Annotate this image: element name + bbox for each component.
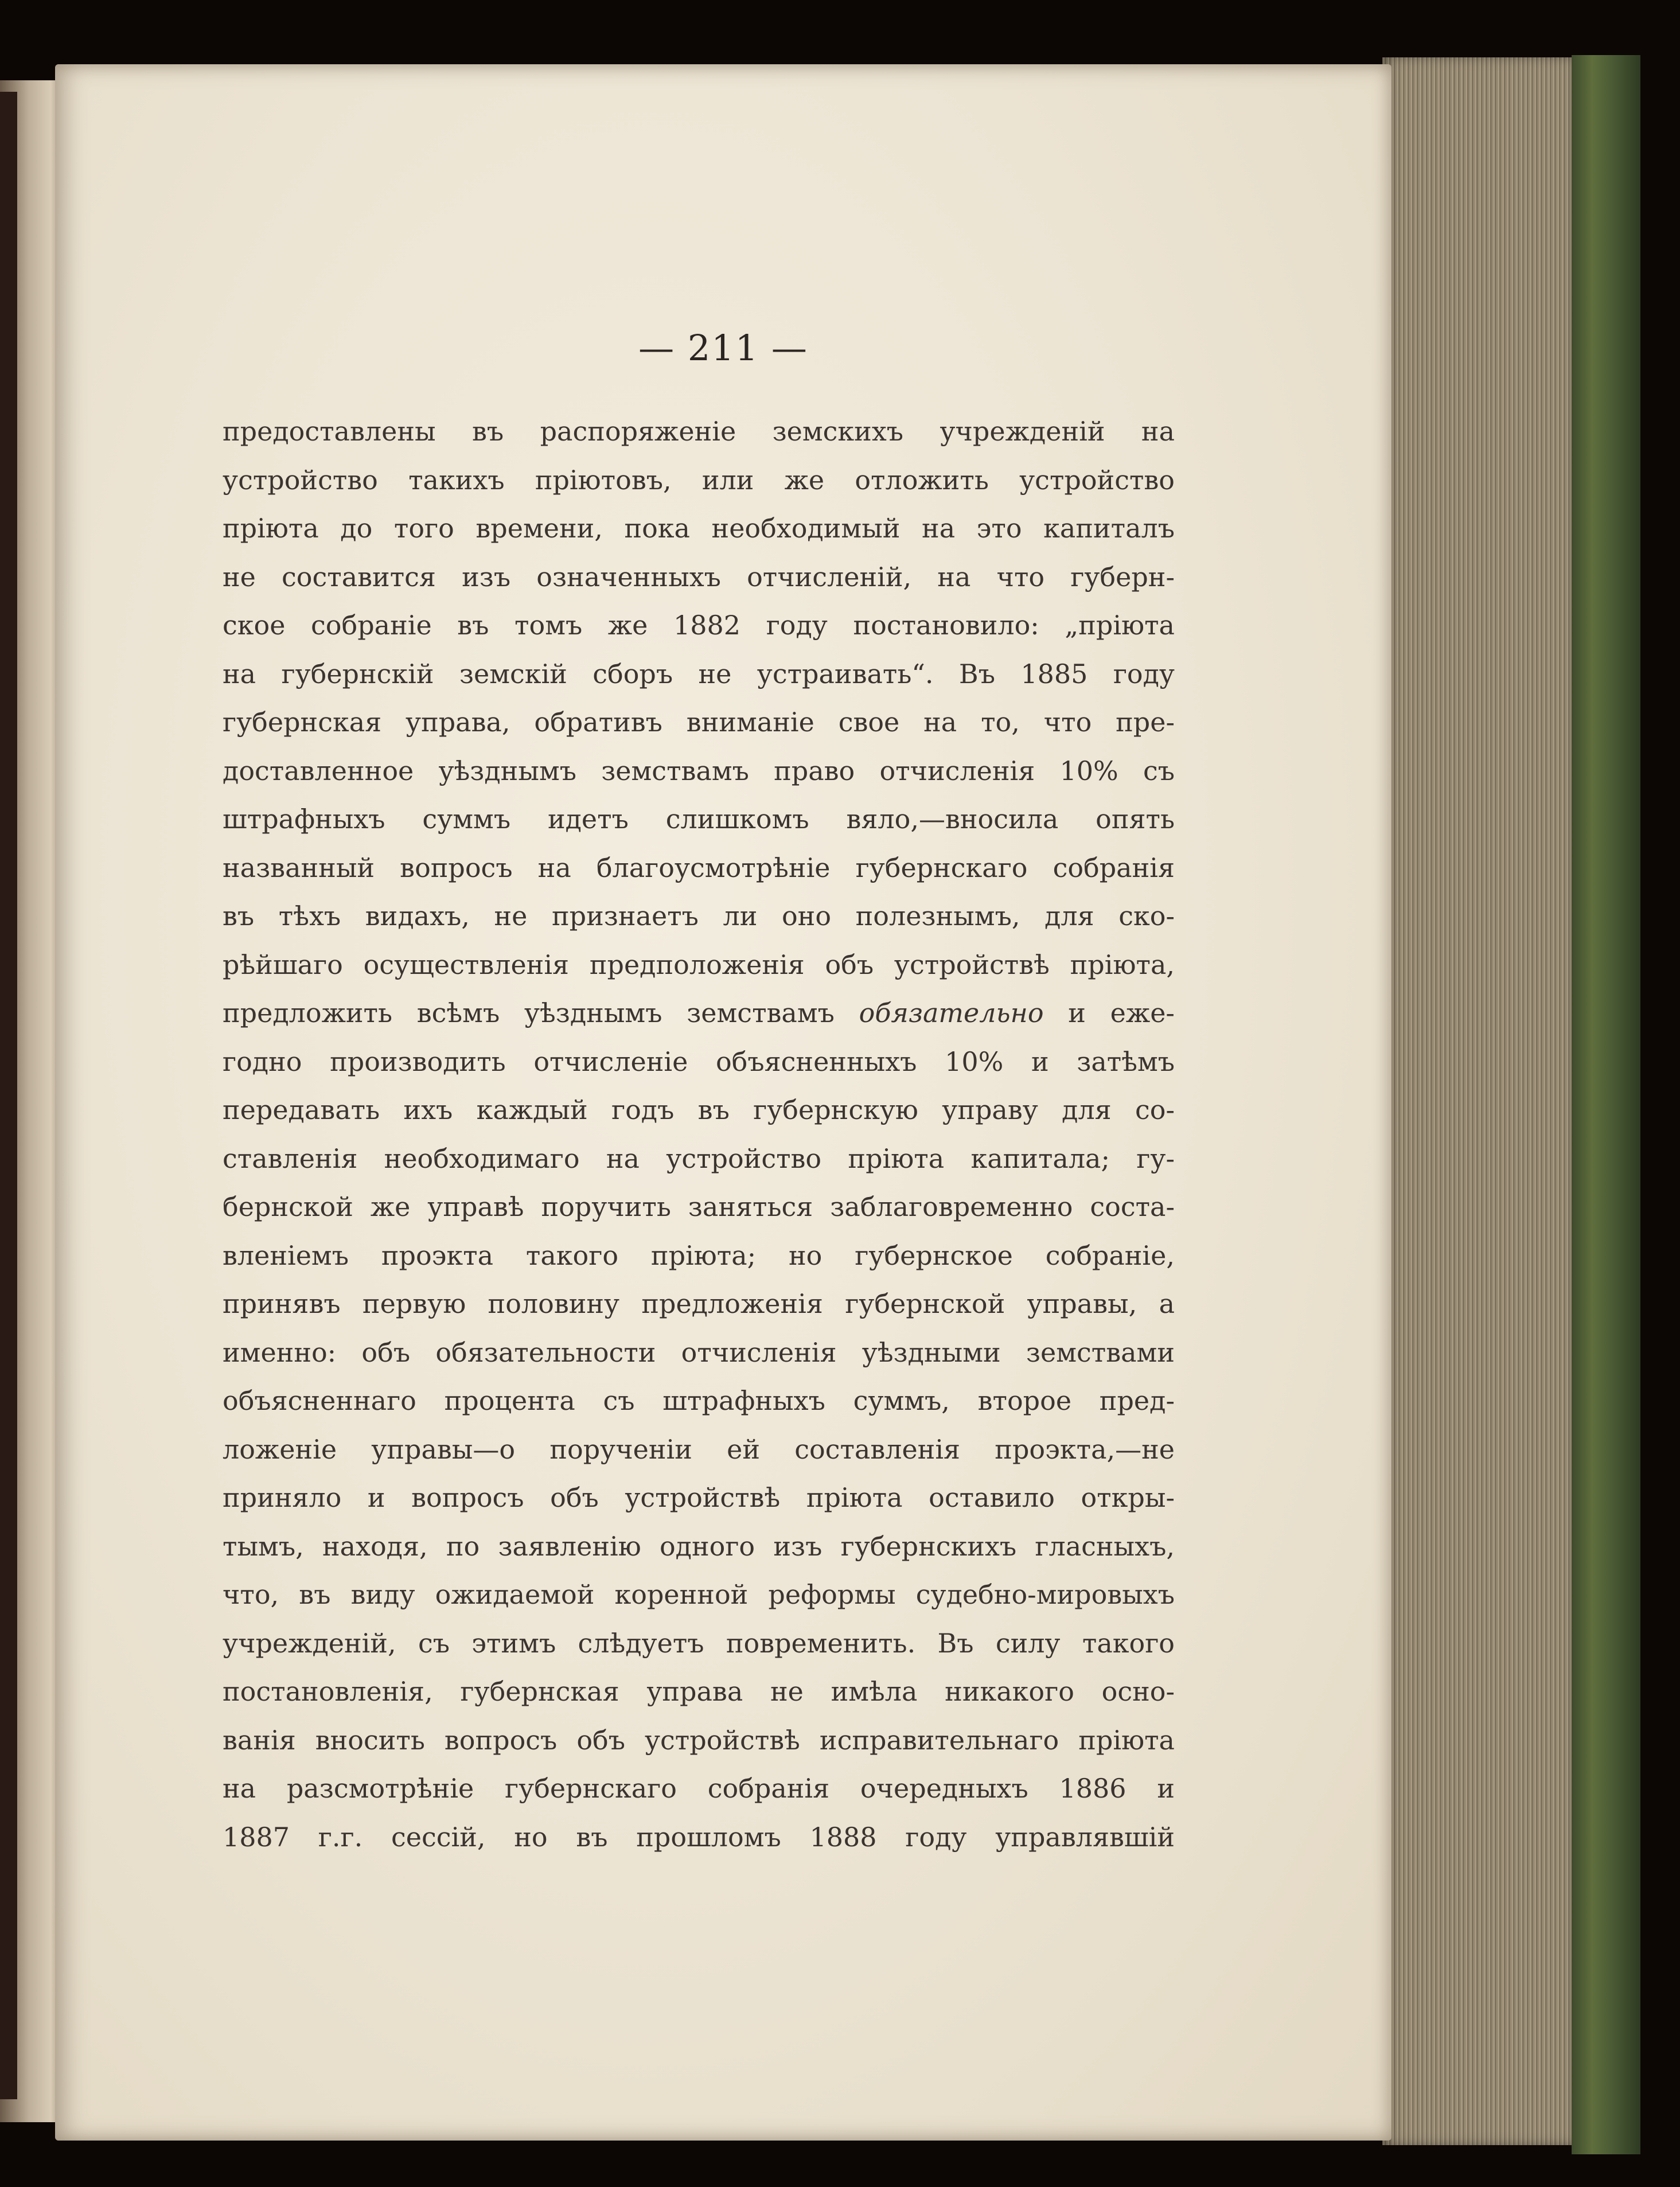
text-line: доставленное уѣзднымъ земствамъ право отчисленія 10% съ [223,755,1175,786]
text-line: предоставлены въ распоряженіе земскихъ учрежденій на [223,416,1175,447]
emphasized-word: обязательно [859,997,1044,1028]
text-line: именно: объ обязательности отчисленія уѣздными земствами [223,1336,1175,1368]
text-line: принявъ первую половину предложенія губернской управы, а [223,1288,1175,1319]
text-line: губернская управа, обративъ вниманіе свое на то, что пре- [223,707,1175,738]
text-line: названный вопросъ на благоусмотрѣніе губернскаго собранія [223,852,1175,883]
text-line: въ тѣхъ видахъ, не признаетъ ли оно полезнымъ, для ско- [223,900,1175,931]
book-cover-edge [1572,55,1640,2154]
text-line: ложеніе управы—о порученіи ей составленія проэкта,—не [223,1433,1175,1465]
text-line: на разсмотрѣніе губернскаго собранія очередныхъ 1886 и [223,1773,1175,1804]
page-stack-edge [1382,57,1572,2145]
text-line: на губернскій земскій сборъ не устраивать“. Въ 1885 году [223,658,1175,689]
text-line: постановленія, губернская управа не имѣла никакого осно- [223,1676,1175,1707]
text-line: не составится изъ означенныхъ отчисленій, на что губерн- [223,561,1175,592]
text-line: ставленія необходимаго на устройство пріюта капитала; гу- [223,1143,1175,1174]
text-segment: предложить всѣмъ уѣзднымъ земствамъ [223,997,859,1028]
text-line: ванія вносить вопросъ объ устройствѣ исправительнаго пріюта [223,1724,1175,1756]
text-line: пріюта до того времени, пока необходимый на это капиталъ [223,513,1175,544]
text-line: вленіемъ проэкта такого пріюта; но губернское собраніе, [223,1239,1175,1271]
text-line: бернской же управѣ поручить заняться заблаговременно соста- [223,1191,1175,1222]
text-segment: и еже- [1043,997,1175,1028]
text-line: что, въ виду ожидаемой коренной реформы судебно-мировыхъ [223,1579,1175,1610]
text-line: 1887 г.г. сессій, но въ прошломъ 1888 году управлявшій [223,1821,1175,1853]
text-line: ское собраніе въ томъ же 1882 году постановило: „пріюта [223,610,1175,641]
binding-shadow [0,92,17,2099]
body-text [223,407,1175,1861]
text-line: годно производить отчисленіе объясненныхъ 10% и затѣмъ [223,1046,1175,1077]
text-line: штрафныхъ суммъ идетъ слишкомъ вяло,—вносила опять [223,804,1175,835]
text-line: объясненнаго процента съ штрафныхъ суммъ, второе пред- [223,1385,1175,1416]
text-line: приняло и вопросъ объ устройствѣ пріюта оставило откры- [223,1482,1175,1513]
text-line: рѣйшаго осуществленія предположенія объ устройствѣ пріюта, [223,949,1175,980]
text-line: передавать ихъ каждый годъ въ губернскую управу для со- [223,1094,1175,1125]
page-number: — 211 — [638,327,808,369]
text-line: устройство такихъ пріютовъ, или же отложить устройство [223,464,1175,496]
book-page [55,64,1391,2141]
text-line [223,989,1175,1038]
text-line: учрежденій, съ этимъ слѣдуетъ повременить. Въ силу такого [223,1627,1175,1659]
text-line: тымъ, находя, по заявленію одного изъ губернскихъ гласныхъ, [223,1530,1175,1562]
